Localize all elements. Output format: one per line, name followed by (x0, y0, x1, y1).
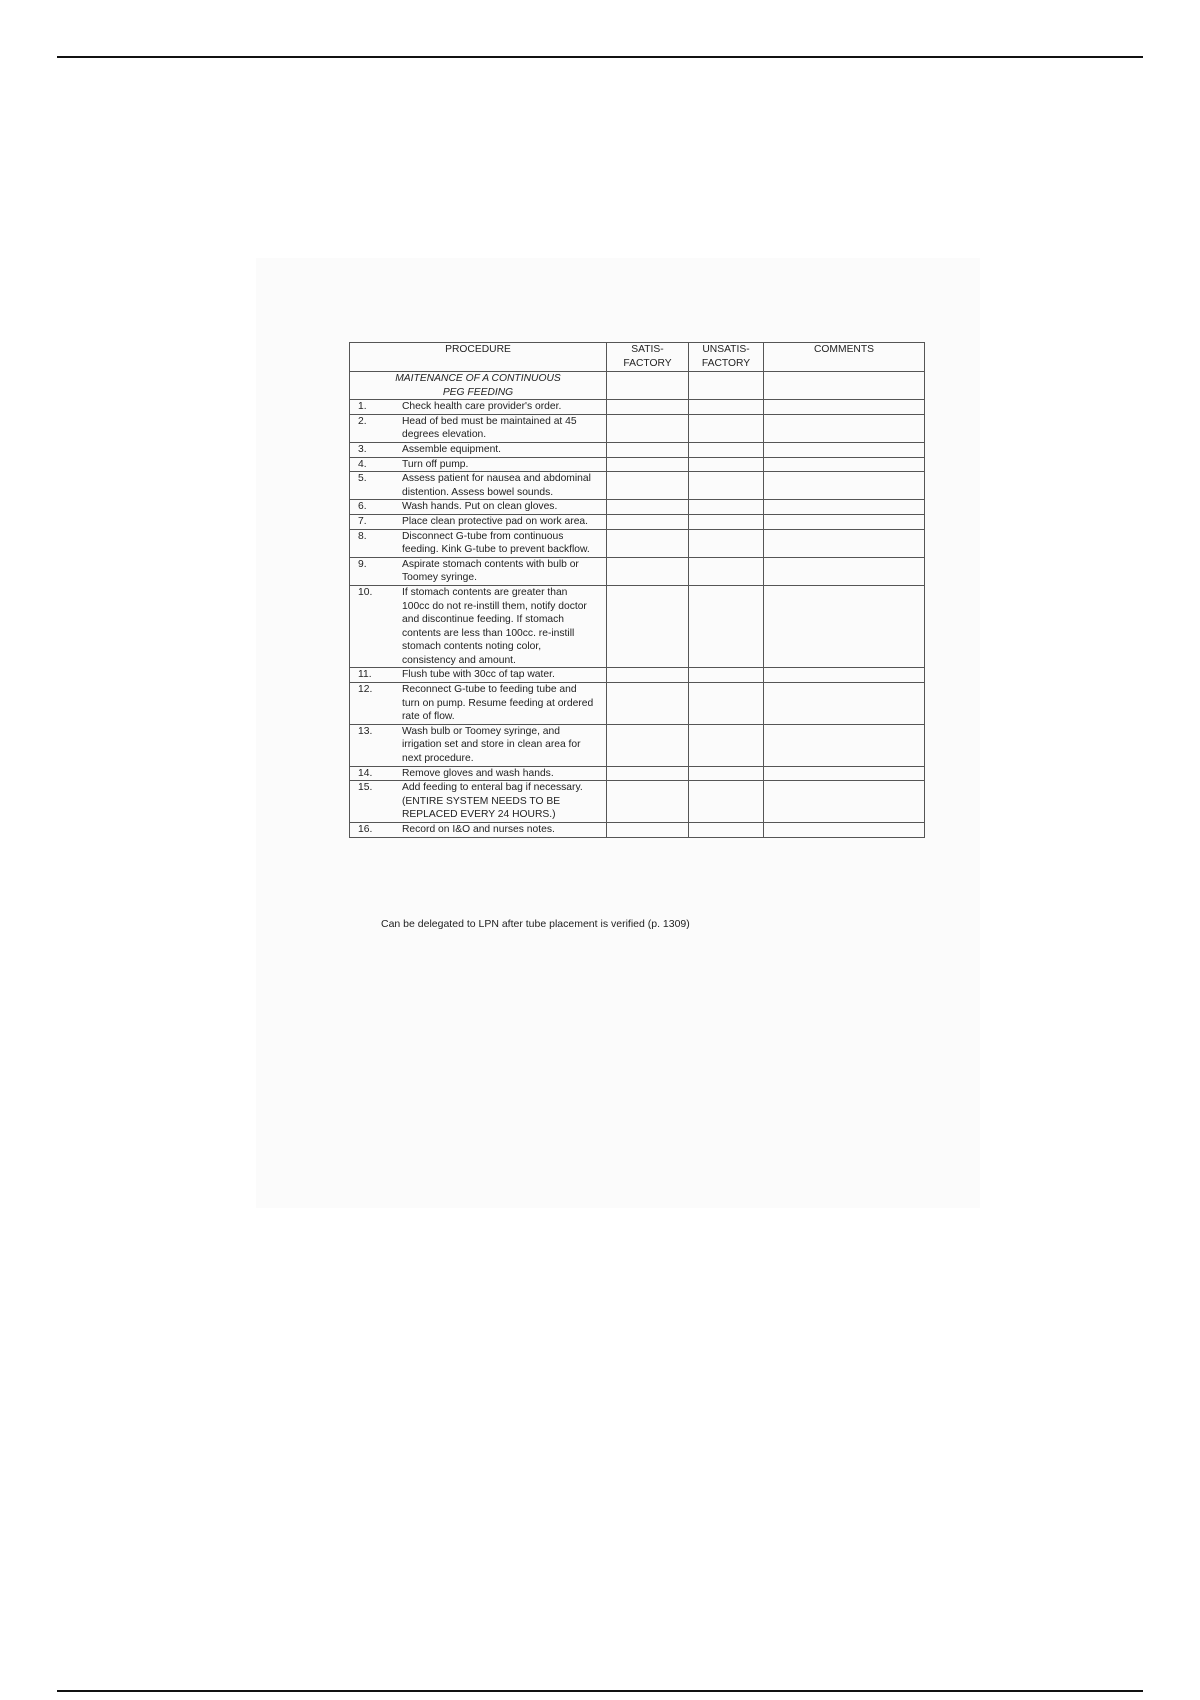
step-number: 14. (358, 767, 373, 779)
satisfactory-cell[interactable] (607, 724, 689, 766)
step-row (350, 557, 925, 585)
comments-header: COMMENTS (764, 343, 925, 372)
unsatisfactory-header (689, 343, 764, 372)
step-number: 7. (358, 515, 367, 527)
step-content (352, 443, 604, 457)
step-text: Wash hands. Put on clean gloves. (402, 501, 558, 513)
step-number: 4. (358, 458, 367, 470)
unsatisfactory-cell[interactable] (689, 781, 764, 823)
step-row (350, 442, 925, 457)
step-text: Flush tube with 30cc of tap water. (402, 669, 555, 681)
satisfactory-cell[interactable] (607, 557, 689, 585)
step-procedure-cell (350, 823, 607, 838)
procedure-header: PROCEDURE (350, 343, 607, 372)
procedure-checklist-table (349, 342, 925, 838)
unsatisfactory-cell[interactable] (689, 557, 764, 585)
step-procedure-cell (350, 514, 607, 529)
comments-cell[interactable] (764, 514, 925, 529)
step-text: Assemble equipment. (402, 443, 502, 455)
step-number: 9. (358, 558, 367, 570)
comments-cell[interactable] (764, 414, 925, 442)
step-content (352, 515, 604, 529)
step-text: Wash bulb or Toomey syringe, and irrigation set and store in clean area for next procedure. (402, 725, 581, 765)
step-row (350, 457, 925, 472)
step-procedure-cell (350, 457, 607, 472)
header-row (350, 343, 925, 372)
step-procedure-cell (350, 442, 607, 457)
unsatisfactory-header-line1: UNSATIS- (702, 344, 750, 355)
step-row (350, 585, 925, 668)
step-number: 16. (358, 824, 373, 835)
step-row (350, 766, 925, 781)
step-text: Reconnect G-tube to feeding tube and turn on pump. Resume feeding at ordered rate of flow. (402, 684, 594, 723)
step-number: 15. (358, 782, 373, 794)
step-text: Disconnect G-tube from continuous feeding. Kink G-tube to prevent backflow. (402, 530, 590, 556)
satisfactory-cell[interactable] (607, 372, 689, 400)
unsatisfactory-cell[interactable] (689, 823, 764, 838)
step-number: 8. (358, 530, 367, 542)
satisfactory-cell[interactable] (607, 400, 689, 415)
unsatisfactory-cell[interactable] (689, 724, 764, 766)
step-content (352, 558, 604, 585)
title-row (350, 372, 925, 400)
step-content (352, 458, 604, 472)
unsatisfactory-cell[interactable] (689, 585, 764, 668)
delegation-footnote: Can be delegated to LPN after tube placement is verified (p. 1309) (381, 918, 690, 930)
comments-cell[interactable] (764, 724, 925, 766)
procedure-title-line2: PEG FEEDING (442, 386, 514, 398)
comments-cell[interactable] (764, 585, 925, 668)
unsatisfactory-cell[interactable] (689, 668, 764, 683)
comments-cell[interactable] (764, 442, 925, 457)
satisfactory-cell[interactable] (607, 529, 689, 557)
step-row (350, 823, 925, 838)
step-procedure-cell (350, 766, 607, 781)
step-text: Remove gloves and wash hands. (402, 767, 554, 779)
step-content (352, 781, 604, 822)
step-content (352, 668, 604, 682)
step-content (352, 530, 604, 557)
step-row (350, 529, 925, 557)
satisfactory-cell[interactable] (607, 442, 689, 457)
unsatisfactory-header-line2: FACTORY (701, 357, 751, 369)
step-text: Record on I&O and nurses notes. (402, 824, 555, 835)
step-content (352, 400, 604, 414)
unsatisfactory-cell[interactable] (689, 414, 764, 442)
procedure-title-line1: MAITENANCE OF A CONTINUOUS (395, 373, 561, 384)
satisfactory-cell[interactable] (607, 683, 689, 725)
step-procedure-cell (350, 500, 607, 515)
comments-cell[interactable] (764, 457, 925, 472)
step-row (350, 514, 925, 529)
step-number: 11. (358, 669, 372, 681)
step-procedure-cell (350, 529, 607, 557)
unsatisfactory-cell[interactable] (689, 372, 764, 400)
comments-cell[interactable] (764, 683, 925, 725)
step-content (352, 823, 604, 837)
step-text: Head of bed must be maintained at 45 degrees elevation. (402, 415, 577, 441)
step-number: 12. (358, 684, 373, 696)
step-procedure-cell (350, 557, 607, 585)
step-number: 10. (358, 586, 373, 598)
satisfactory-cell[interactable] (607, 414, 689, 442)
step-number: 1. (358, 401, 367, 413)
step-procedure-cell (350, 472, 607, 500)
step-text: Add feeding to enteral bag if necessary. (ENTIRE SYSTEM NEEDS TO BE REPLACED EVERY 24 HOURS.) (402, 782, 583, 821)
step-number: 3. (358, 443, 367, 455)
top-rule (57, 56, 1143, 58)
procedure-title (350, 372, 607, 400)
step-text: Assess patient for nausea and abdominal distention. Assess bowel sounds. (402, 473, 591, 498)
step-number: 6. (358, 501, 367, 513)
step-content (352, 725, 604, 766)
bottom-rule (57, 1690, 1143, 1692)
comments-cell[interactable] (764, 500, 925, 515)
step-procedure-cell (350, 781, 607, 823)
step-number: 13. (358, 725, 373, 737)
step-text: Aspirate stomach contents with bulb or Toomey syringe. (402, 558, 579, 584)
unsatisfactory-cell[interactable] (689, 472, 764, 500)
step-content (352, 586, 604, 668)
step-content (352, 767, 604, 781)
satisfactory-cell[interactable] (607, 823, 689, 838)
satisfactory-cell[interactable] (607, 585, 689, 668)
satisfactory-cell[interactable] (607, 668, 689, 683)
unsatisfactory-cell[interactable] (689, 514, 764, 529)
unsatisfactory-cell[interactable] (689, 400, 764, 415)
step-content (352, 472, 604, 499)
step-procedure-cell (350, 683, 607, 725)
comments-cell[interactable] (764, 766, 925, 781)
satisfactory-cell[interactable] (607, 514, 689, 529)
satisfactory-cell[interactable] (607, 766, 689, 781)
step-text: Check health care provider's order. (402, 401, 562, 413)
unsatisfactory-cell[interactable] (689, 766, 764, 781)
step-content (352, 683, 604, 724)
comments-cell[interactable] (764, 668, 925, 683)
comments-cell[interactable] (764, 529, 925, 557)
step-row (350, 683, 925, 725)
comments-cell[interactable] (764, 400, 925, 415)
satisfactory-cell[interactable] (607, 781, 689, 823)
comments-cell[interactable] (764, 372, 925, 400)
satisfactory-cell[interactable] (607, 472, 689, 500)
satisfactory-header-line1: SATIS- (631, 344, 664, 355)
step-procedure-cell (350, 585, 607, 668)
unsatisfactory-cell[interactable] (689, 457, 764, 472)
step-text: Turn off pump. (402, 458, 469, 470)
step-procedure-cell (350, 400, 607, 415)
step-content (352, 500, 604, 514)
unsatisfactory-cell[interactable] (689, 529, 764, 557)
comments-cell[interactable] (764, 557, 925, 585)
satisfactory-header-line2: FACTORY (623, 357, 672, 369)
unsatisfactory-cell[interactable] (689, 442, 764, 457)
comments-cell[interactable] (764, 823, 925, 838)
unsatisfactory-cell[interactable] (689, 683, 764, 725)
satisfactory-header (607, 343, 689, 372)
step-procedure-cell (350, 414, 607, 442)
satisfactory-cell[interactable] (607, 457, 689, 472)
step-procedure-cell (350, 724, 607, 766)
satisfactory-cell[interactable] (607, 500, 689, 515)
step-row (350, 500, 925, 515)
unsatisfactory-cell[interactable] (689, 500, 764, 515)
step-text: Place clean protective pad on work area. (402, 515, 589, 527)
step-row (350, 724, 925, 766)
step-content (352, 415, 604, 442)
step-row (350, 414, 925, 442)
step-number: 5. (358, 473, 367, 485)
step-number: 2. (358, 415, 367, 427)
step-row (350, 472, 925, 500)
comments-cell[interactable] (764, 472, 925, 500)
step-row (350, 668, 925, 683)
step-row (350, 400, 925, 415)
step-procedure-cell (350, 668, 607, 683)
step-row (350, 781, 925, 823)
step-text: If stomach contents are greater than 100cc do not re-instill them, notify doctor and discontinue feeding. If stomach contents are less than 100cc. re-instill stomach contents noting color, consistency and amount. (402, 586, 587, 666)
comments-cell[interactable] (764, 781, 925, 823)
